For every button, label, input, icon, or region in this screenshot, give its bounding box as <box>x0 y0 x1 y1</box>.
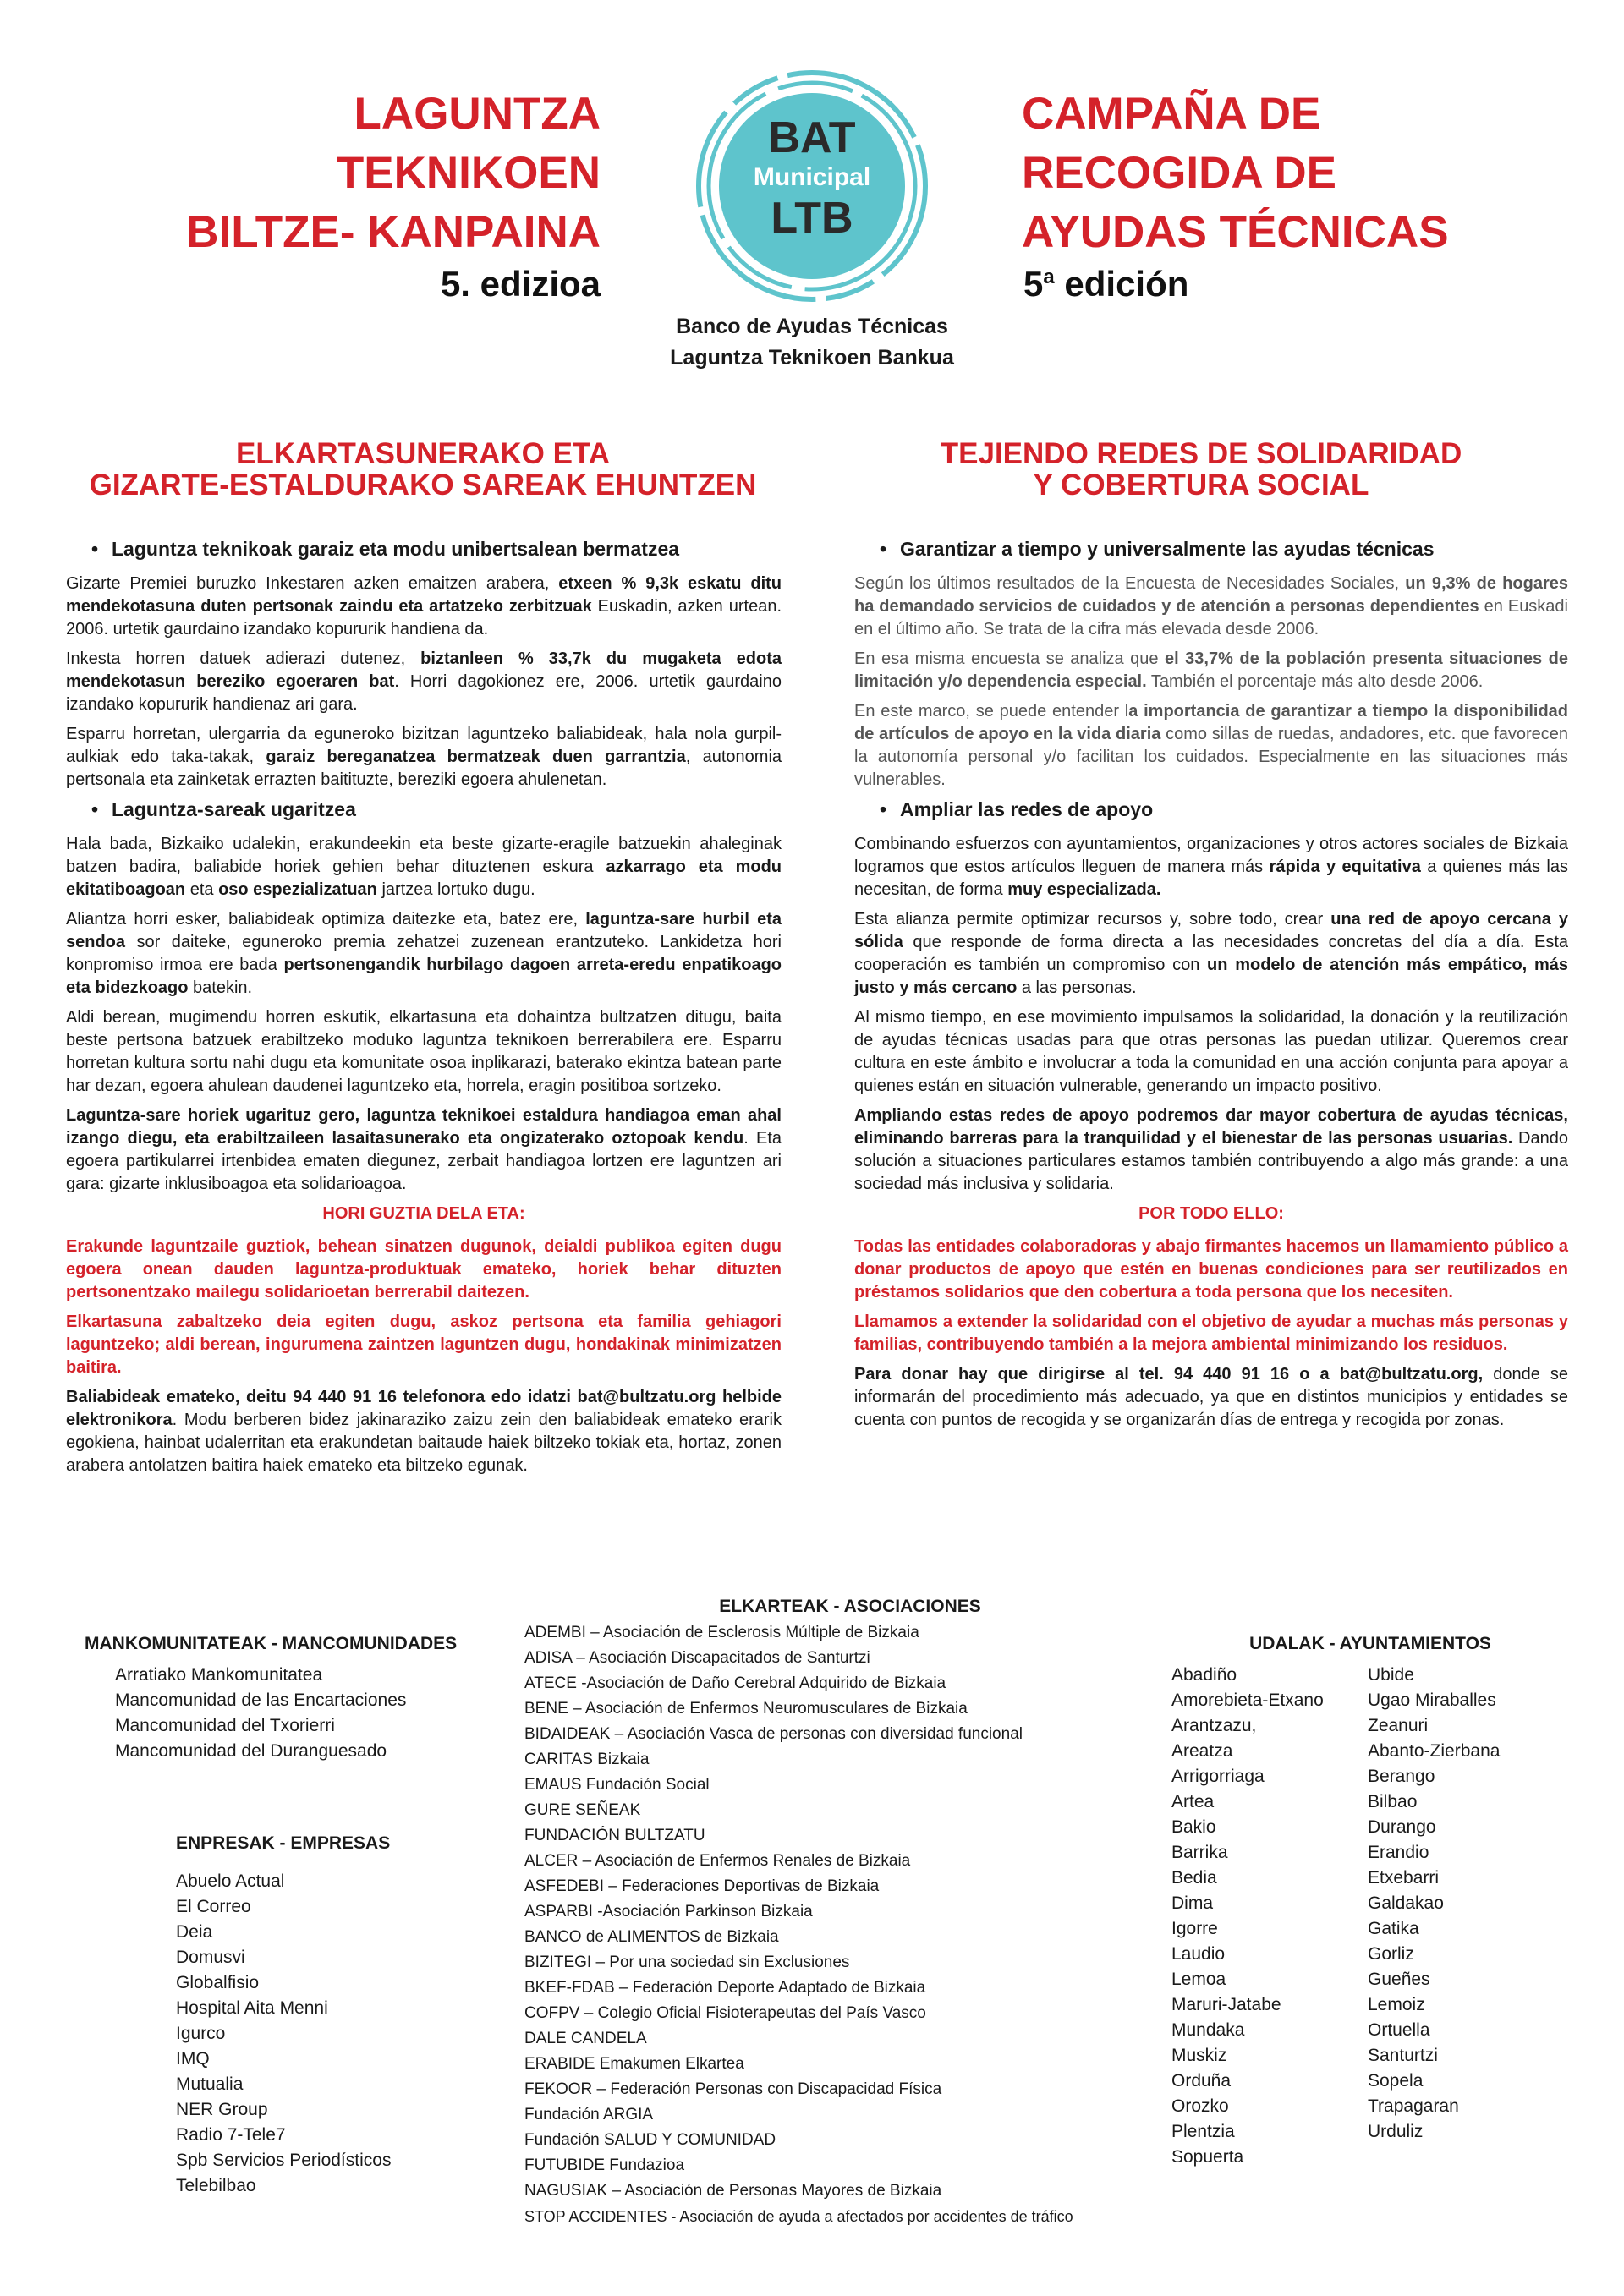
list-item: Muskiz <box>1171 2046 1227 2065</box>
asociaciones-title: ELKARTEAK - ASOCIACIONES <box>719 1597 981 1616</box>
list-item: ALCER – Asociación de Enfermos Renales de Bizkaia <box>524 1852 911 1870</box>
list-item: BKEF-FDAB – Federación Deporte Adaptado de Bizkaia <box>524 1979 926 1997</box>
list-item: Artea <box>1171 1792 1215 1811</box>
list-item: GURE SEÑEAK <box>524 1801 641 1819</box>
list-item: NER Group <box>176 2100 268 2119</box>
list-item: Ugao Miraballes <box>1368 1690 1496 1710</box>
list-item: Etxebarri <box>1368 1868 1440 1888</box>
ayuntamientos-list-2 <box>1368 1663 1562 2170</box>
call-to-action: Todas las entidades colaboradoras y abajo firmantes hacemos un llamamiento público a donar productos de apoyo que estén en buenas condiciones para ser reutilizados en préstamos solidarios que den cobertura a toda persona que los necesiten. <box>854 1237 1568 1301</box>
mancomunidades-list <box>115 1663 508 1764</box>
contact-paragraph: Baliabideak emateko, deitu 94 440 91 16 telefonora edo idatzi bat@bultzatu.org helbide elektronikora. Modu berberen bidez jakinaraziko zaizu zein den baliabideak emateko erarik egokiena, hainbat udalerritan eta erakundetan baitaude haiek biltzeko tokiak eta, hortaz, zonen arabera antolatzen baitira haiek emateko eta biltzeko egunak. <box>66 1388 782 1475</box>
list-item: BIDAIDEAK – Asociación Vasca de personas con diversidad funcional <box>524 1725 1023 1743</box>
list-item: ERABIDE Emakumen Elkartea <box>524 2055 744 2073</box>
asociaciones-list <box>524 1620 1142 2229</box>
list-item: Mundaka <box>1171 2020 1245 2040</box>
mancomunidades-section <box>85 1634 508 1764</box>
logo-bat-text: BAT <box>768 113 856 162</box>
list-item: Barrika <box>1171 1843 1228 1862</box>
list-item: Gorliz <box>1368 1944 1414 1964</box>
list-item: Sopuerta <box>1171 2147 1244 2167</box>
list-item: FEKOOR – Federación Personas con Discapacidad Física <box>524 2080 942 2098</box>
conclusion-heading: POR TODO ELLO: <box>1138 1204 1284 1223</box>
edition-es: 5$^a$ edición <box>1023 264 1189 304</box>
ayuntamientos-columns <box>1171 1663 1569 2170</box>
list-item: Zeanuri <box>1368 1716 1429 1735</box>
list-item: Dima <box>1171 1893 1214 1913</box>
list-item: Mutualia <box>176 2074 244 2094</box>
list-item: ADISA – Asociación Discapacitados de Santurtzi <box>524 1649 870 1667</box>
list-item: Erandio <box>1368 1843 1429 1862</box>
list-item: CARITAS Bizkaia <box>524 1751 650 1768</box>
paragraph: Aldi berean, mugimendu horren eskutik, elkartasuna eta dohaintza bultzatzen ditugu, baita beste pertsona batzuek erabiltzeko moduko laguntza teknikoen berrerabilera ere. Esparru horretan kultura sortu nahi dugu eta komunitate osoa inplikarazi, baterako ekintza batean parte har dezan, egoera ahulean daudenei laguntzeko eta, horrela, eragin positiboa sortzeko. <box>66 1008 782 1095</box>
list-item: Bilbao <box>1368 1792 1418 1811</box>
call-to-action: Llamamos a extender la solidaridad con el objetivo de ayudar a muchas más personas y familias, contribuyendo también a la mejora ambiental minimizando los residuos. <box>854 1312 1568 1354</box>
list-item: Amorebieta-Etxano <box>1171 1690 1324 1710</box>
list-item: Ortuella <box>1368 2020 1430 2040</box>
list-item: ASFEDEBI – Federaciones Deportivas de Bizkaia <box>524 1877 880 1895</box>
basque-column <box>66 533 782 1484</box>
logo-caption: Banco de Ayudas Técnicas Laguntza Teknikoen Bankua <box>670 315 954 370</box>
list-item: Domusvi <box>176 1948 245 1967</box>
list-item: Igorre <box>1171 1919 1218 1938</box>
list-item: Mancomunidad del Duranguesado <box>115 1741 387 1761</box>
paragraph: Al mismo tiempo, en ese movimiento impulsamos la solidaridad, la donación y la reutilización de ayudas técnicas usadas para que otras personas las puedan utilizar. Queremos crear cultura en este ámbito e involucrar a toda la comunidad en una acción conjunta para apoyar a quienes están en situación vulnerable, generando un impacto positivo. <box>854 1008 1568 1095</box>
list-item: BIZITEGI – Por una sociedad sin Exclusiones <box>524 1954 850 1971</box>
campaign-title-es: CAMPAÑA DE RECOGIDA DE AYUDAS TÉCNICAS <box>1022 89 1449 257</box>
list-item: Abadiño <box>1171 1665 1237 1685</box>
list-item: Laudio <box>1171 1944 1226 1964</box>
list-item: Lemoa <box>1171 1970 1226 1989</box>
call-to-action: Erakunde laguntzaile guztiok, behean sinatzen dugunok, deialdi publikoa egiten dugu egoera onean dauden laguntza-produktuak emateko, horiek behar dituzten pertsonentzako mailegu solidarioetan berrerabil daitezen. <box>66 1237 782 1301</box>
list-item: Spb Servicios Periodísticos <box>176 2151 392 2170</box>
list-item: BENE – Asociación de Enfermos Neuromusculares de Bizkaia <box>524 1700 968 1718</box>
edition-eu: 5. edizioa <box>440 264 601 304</box>
list-item: Areatza <box>1171 1741 1233 1761</box>
logo-ltb-text: LTB <box>771 194 853 243</box>
list-item: Gueñes <box>1368 1970 1430 1989</box>
paragraph: Gizarte Premiei buruzko Inkestaren azken emaitzen arabera, etxeen % 9,3k eskatu ditu mendekotasuna duten pertsonak zaindu eta artatzeko zerbitzuak Euskadin, azken urtean. 2006. urtetik gaurdaino izandako kopururik handiena da. <box>66 574 782 638</box>
mancomunidades-title: MANKOMUNITATEAK - MANCOMUNIDADES <box>85 1634 458 1653</box>
paragraph: Esparru horretan, ulergarria da eguneroko bizitzan laguntzeko baliabideak, hala nola gurpil-aulkiak edo taka-takak, garaiz bereganatzea bermatzeak duen garrantzia, autonomia pertsonala eta zainketak errazten baitituzte, bereziki egoera ahulenetan. <box>66 725 782 789</box>
paragraph: Laguntza-sare horiek ugarituz gero, laguntza teknikoei estaldura handiagoa eman ahal izango diegu, eta erabiltzaileen lasaitasunerako eta ongizaterako oztopoak kendu. Eta egoera partikularrei irtenbidea ematen diegunez, zerbait handiagoa lortzen ere laguntzen ari gara: gizarte inklusiboagoa eta solidarioagoa. <box>66 1106 782 1193</box>
list-item: BANCO de ALIMENTOS de Bizkaia <box>524 1928 779 1946</box>
list-item: Fundación SALUD Y COMUNIDAD <box>524 2131 776 2149</box>
empresas-list <box>176 1869 497 2199</box>
list-item: Santurtzi <box>1368 2046 1438 2065</box>
paragraph: Esta alianza permite optimizar recursos y, sobre todo, crear una red de apoyo cercana y sólida que responde de forma directa a las necesidades concretas del día a día. Esta cooperación es también un compromiso con un modelo de atención más empático, más justo y más cercano a las personas. <box>854 910 1569 997</box>
empresas-section <box>176 1833 497 2199</box>
list-item: ATECE -Asociación de Daño Cerebral Adquirido de Bizkaia <box>524 1674 946 1692</box>
list-item: El Correo <box>176 1897 251 1916</box>
paragraph: Según los últimos resultados de la Encuesta de Necesidades Sociales, un 9,3% de hogares ha demandado servicios de cuidados y de atención a personas dependientes en Euskadi en el último año. Se trata de la cifra más elevada desde 2006. <box>854 574 1569 638</box>
paragraph: Inkesta horren datuek adierazi dutenez, biztanleen % 33,7k du mugaketa edota mendekotasun bereziko egoeraren bat. Horri dagokionez ere, 2006. urtetik gaurdaino izandako kopururik handienaz ari gara. <box>66 649 782 714</box>
list-item: COFPV – Colegio Oficial Fisioterapeutas del País Vasco <box>524 2004 926 2022</box>
section-title-eu: ELKARTASUNERAKO ETA GIZARTE-ESTALDURAKO SAREAK EHUNTZEN <box>89 437 757 501</box>
list-item: Bakio <box>1171 1817 1216 1837</box>
ayuntamientos-title: UDALAK - AYUNTAMIENTOS <box>1249 1634 1491 1653</box>
campaign-title-eu: LAGUNTZA TEKNIKOEN BILTZE- KANPAINA <box>186 89 601 257</box>
bat-ltb-logo <box>694 68 930 304</box>
list-item: Bedia <box>1171 1868 1217 1888</box>
list-item: Abanto-Zierbana <box>1368 1741 1501 1761</box>
list-item: ADEMBI – Asociación de Esclerosis Múltiple de Bizkaia <box>524 1624 919 1641</box>
conclusion-heading: HORI GUZTIA DELA ETA: <box>322 1204 525 1223</box>
list-item: Plentzia <box>1171 2122 1235 2141</box>
list-item: Arantzazu, <box>1171 1716 1257 1735</box>
empresas-title: ENPRESAK - EMPRESAS <box>176 1833 391 1853</box>
call-to-action: Elkartasuna zabaltzeko deia egiten dugu, askoz pertsona eta familia gehiagori laguntzeko; aldi berean, ingurumena zaintzen laguntzen dugu, hondakinak minimizatzen baitira. <box>66 1312 782 1377</box>
list-item: Abuelo Actual <box>176 1871 285 1891</box>
list-item: Deia <box>176 1922 213 1942</box>
list-item: EMAUS Fundación Social <box>524 1776 710 1794</box>
ayuntamientos-section <box>1171 1634 1569 2170</box>
list-item: Orozko <box>1171 2096 1229 2116</box>
list-item: Trapagaran <box>1368 2096 1459 2116</box>
list-item: Gatika <box>1368 1919 1419 1938</box>
list-item: IMQ <box>176 2049 210 2069</box>
list-item: FUTUBIDE Fundazioa <box>524 2156 685 2174</box>
contact-paragraph: Para donar hay que dirigirse al tel. 94 440 91 16 o a bat@bultzatu.org, donde se informarán del procedimiento más adecuado, ya que en distintos municipios y entidades se cuenta con puntos de recogida y se organizarán días de entrega y recogida por zonas. <box>854 1365 1568 1429</box>
list-item: Berango <box>1368 1767 1435 1786</box>
list-item: Maruri-Jatabe <box>1171 1995 1281 2014</box>
list-item: Arratiako Mankomunitatea <box>115 1665 323 1685</box>
list-item: Igurco <box>176 2024 226 2043</box>
list-item: Arrigorriaga <box>1171 1767 1265 1786</box>
list-item: DALE CANDELA <box>524 2030 647 2047</box>
list-item: Galdakao <box>1368 1893 1444 1913</box>
list-item: Ubide <box>1368 1665 1414 1685</box>
bullet-heading: • Ampliar las redes de apoyo <box>880 798 1154 820</box>
paragraph: Aliantza horri esker, baliabideak optimiza daitezke eta, batez ere, laguntza-sare hurbil eta sendoa sor daiteke, eguneroko premia zehatzei zuzenean erantzuteko. Lankidetza hori konpromiso irmoa ere bada pertsonengandik hurbilago dagoen arreta-eredu enpatikoago eta bidezkoago batekin. <box>66 910 782 997</box>
list-item: Globalfisio <box>176 1973 260 1992</box>
bullet-heading: • Garantizar a tiempo y universalmente las ayudas técnicas <box>880 538 1435 560</box>
list-item: Lemoiz <box>1368 1995 1425 2014</box>
list-item: STOP ACCIDENTES - Asociación de ayuda a afectados por accidentes de tráfico <box>524 2208 1073 2225</box>
list-item: Fundación ARGIA <box>524 2106 654 2123</box>
list-item: Mancomunidad del Txorierri <box>115 1716 335 1735</box>
list-item: Radio 7-Tele7 <box>176 2125 286 2145</box>
list-item: NAGUSIAK – Asociación de Personas Mayores de Bizkaia <box>524 2182 942 2200</box>
paragraph: Ampliando estas redes de apoyo podremos dar mayor cobertura de ayudas técnicas, eliminando barreras para la tranquilidad y el bienestar de las personas usuarias. Dando solución a situaciones particulares estamos también contribuyendo a algo más grande: a una sociedad más inclusiva y solidaria. <box>854 1106 1568 1193</box>
asociaciones-section <box>524 1597 1142 2229</box>
paragraph: En este marco, se puede entender la importancia de garantizar a tiempo la disponibilidad de artículos de apoyo en la vida diaria como sillas de ruedas, andadores, etc. que favorecen la autonomía personal y/o facilitan los cuidados. Especialmente en las situaciones más vulnerables. <box>854 702 1568 789</box>
ayuntamientos-list-1 <box>1171 1663 1368 2170</box>
list-item: Orduña <box>1171 2071 1232 2091</box>
list-item: FUNDACIÓN BULTZATU <box>524 1827 705 1844</box>
bullet-heading: • Laguntza teknikoak garaiz eta modu unibertsalean bermatzea <box>91 538 680 560</box>
paragraph: En esa misma encuesta se analiza que el 33,7% de la población presenta situaciones de limitación y/o dependencia especial. También el porcentaje más alto desde 2006. <box>854 649 1568 691</box>
bullet-heading: • Laguntza-sareak ugaritzea <box>91 798 356 820</box>
list-item: Sopela <box>1368 2071 1424 2091</box>
list-item: Telebilbao <box>176 2176 256 2195</box>
spanish-column <box>854 533 1568 1438</box>
paragraph: Combinando esfuerzos con ayuntamientos, organizaciones y otros actores sociales de Bizkaia logramos que estos artículos lleguen de manera más rápida y equitativa a quienes más las necesitan, de forma muy especializada. <box>854 835 1569 899</box>
list-item: ASPARBI -Asociación Parkinson Bizkaia <box>524 1903 813 1921</box>
logo-municipal-text: Municipal <box>753 163 871 191</box>
list-item: Durango <box>1368 1817 1436 1837</box>
section-title-es: TEJIENDO REDES DE SOLIDARIDAD Y COBERTURA SOCIAL <box>940 437 1462 501</box>
list-item: Mancomunidad de las Encartaciones <box>115 1690 407 1710</box>
list-item: Hospital Aita Menni <box>176 1998 328 2018</box>
paragraph: Hala bada, Bizkaiko udalekin, erakundeekin eta beste gizarte-eragile batzuekin ahaleginak batzen badira, baliabide horiek gehien behar dituztenen eskura azkarrago eta modu ekitatiboagoan eta oso espezializatuan jartzea lortuko dugu. <box>66 835 782 899</box>
list-item: Urduliz <box>1368 2122 1424 2141</box>
